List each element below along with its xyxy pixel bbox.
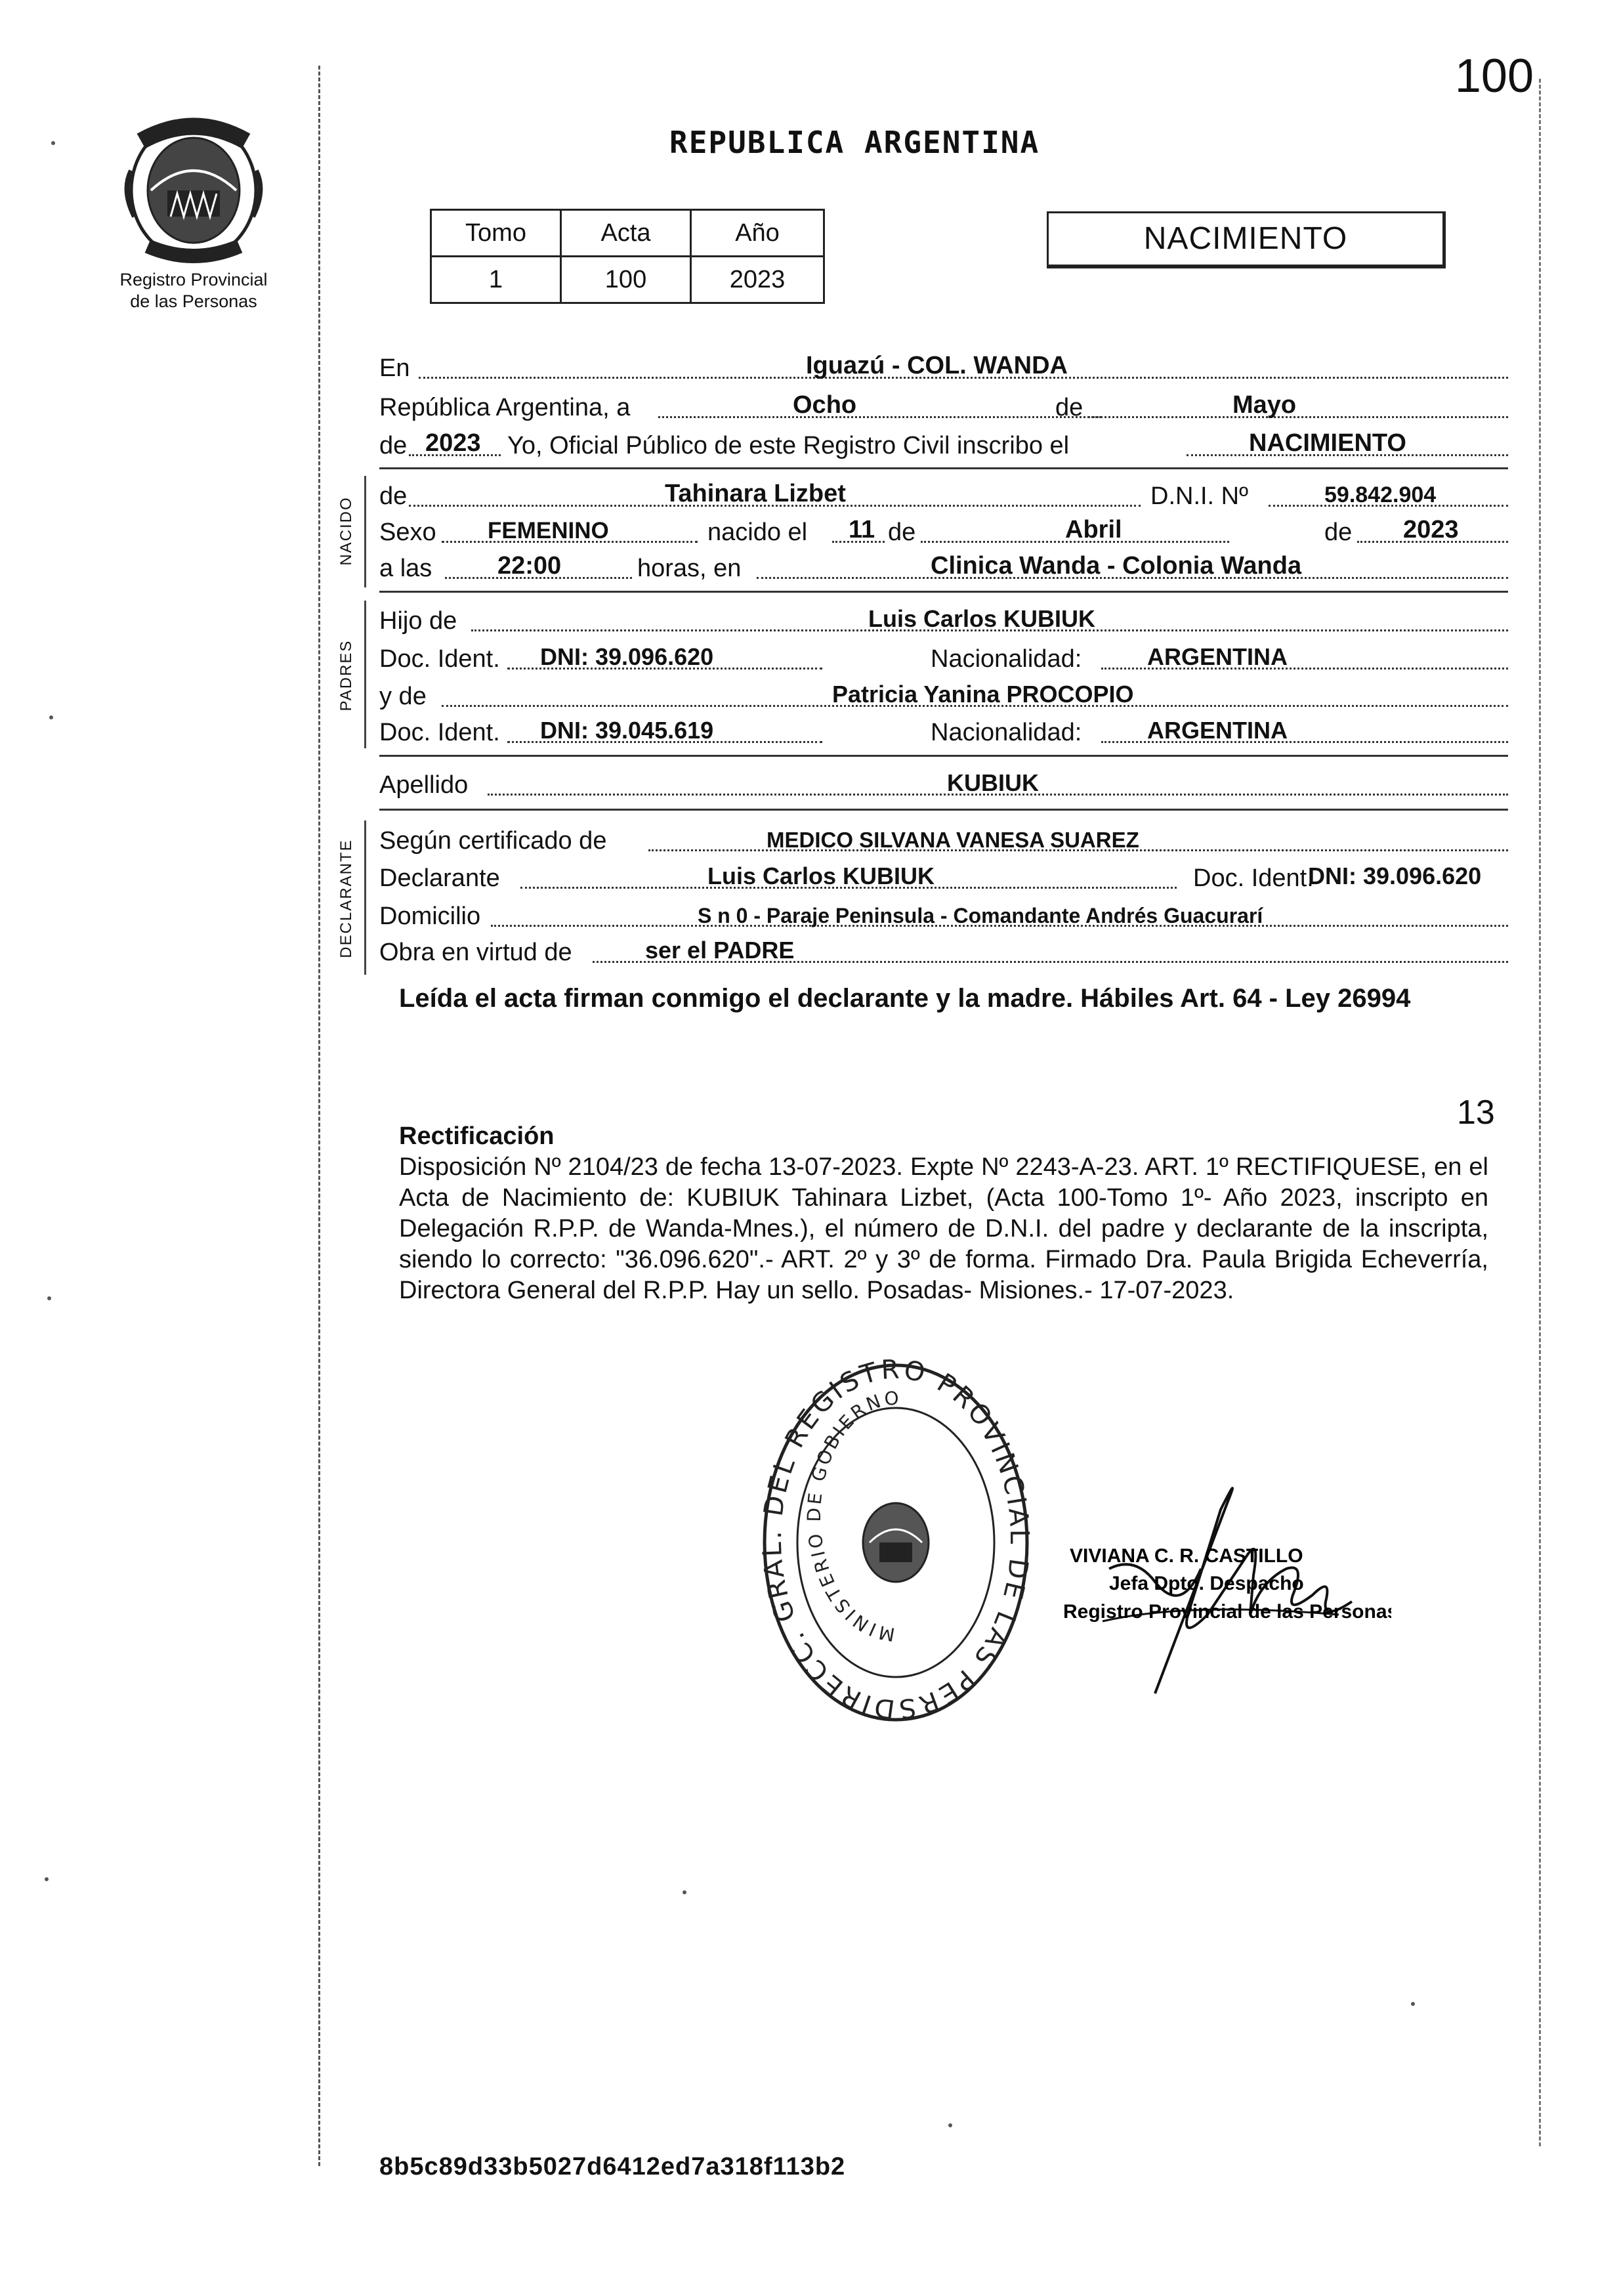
registry-caption-line1: Registro Provincial	[119, 270, 268, 289]
child-dni: 59.842.904	[1324, 482, 1437, 507]
section-divider	[379, 755, 1508, 757]
signature-line2: Jefa Dpto. Despacho	[1109, 1573, 1304, 1594]
mother-name: Patricia Yanina PROCOPIO	[832, 681, 1134, 708]
registry-caption-line2: de las Personas	[130, 291, 257, 311]
doc2-label: Doc. Ident.	[379, 719, 500, 746]
right-margin-line	[1539, 79, 1541, 2146]
en-label: En	[379, 354, 410, 382]
form-line-name	[379, 479, 1508, 512]
scan-speck	[47, 1296, 51, 1300]
father-name: Luis Carlos KUBIUK	[868, 605, 1096, 632]
value-acta: 100	[561, 257, 691, 303]
de4-label: de	[1324, 519, 1353, 546]
rectification-title: Rectificación	[399, 1122, 555, 1150]
section-divider	[379, 591, 1508, 593]
apellido-label: Apellido	[379, 771, 469, 799]
form-line-capacity	[379, 935, 1508, 968]
form-line-year	[379, 429, 1508, 461]
alas-label: a las	[379, 555, 432, 582]
form-line-date	[379, 391, 1508, 423]
mother-nationality: ARGENTINA	[1147, 717, 1288, 744]
certificado-label: Según certificado de	[379, 827, 607, 855]
section-bar-declarante	[364, 820, 366, 975]
form-line-mother-doc	[379, 715, 1508, 748]
section-bar-padres	[364, 601, 366, 748]
form-line-father	[379, 604, 1508, 637]
birth-day: 11	[849, 516, 875, 543]
birth-month: Abril	[1065, 516, 1122, 543]
act-reference-value-row	[431, 257, 824, 303]
declarant-doc-label: Doc. Ident.	[1193, 864, 1314, 892]
nacido-label: nacido el	[707, 519, 808, 546]
name-de-label: de	[379, 482, 408, 510]
child-name: Tahinara Lizbet	[665, 480, 846, 507]
section-divider	[379, 467, 1508, 469]
birth-place: Clinica Wanda - Colonia Wanda	[931, 552, 1302, 580]
registry-year: 2023	[425, 429, 481, 457]
de3-label: de	[888, 519, 916, 546]
mother-doc: DNI: 39.045.619	[540, 717, 714, 744]
dotted-leader	[658, 416, 1101, 418]
republica-label: República Argentina, a	[379, 394, 631, 421]
form-line-domicile	[379, 899, 1508, 932]
section-bar-nacido	[364, 476, 366, 587]
scan-speck	[49, 715, 53, 719]
signature-block	[1024, 1405, 1391, 1733]
form-line-mother	[379, 679, 1508, 712]
value-tomo: 1	[431, 257, 561, 303]
signature-line3: Registro Provincial de las Personas	[1063, 1601, 1391, 1623]
page-number: 100	[1454, 50, 1534, 102]
sexo-label: Sexo	[379, 519, 436, 546]
dotted-leader	[1088, 416, 1508, 418]
declarante-label: Declarante	[379, 864, 500, 892]
father-nationality: ARGENTINA	[1147, 643, 1288, 670]
scan-speck	[683, 1890, 686, 1894]
scan-speck	[1411, 2002, 1415, 2006]
de-label: de	[1055, 394, 1083, 421]
section-label-padres: PADRES	[337, 639, 355, 712]
registry-logo	[115, 112, 272, 269]
document-title: REPUBLICA ARGENTINA	[669, 125, 1040, 160]
yo-text: Yo, Oficial Público de este Registro Civil inscribo el	[507, 432, 1070, 459]
form-line-time-place	[379, 551, 1508, 584]
act-reference-header-row	[431, 210, 824, 257]
nacionalidad-label: Nacionalidad:	[931, 645, 1082, 673]
form-line-birth	[379, 515, 1508, 548]
form-line-declarant	[379, 861, 1508, 894]
father-doc: DNI: 39.096.620	[540, 643, 714, 670]
closing-statement: Leída el acta firman conmigo el declarante y la madre. Hábiles Art. 64 - Ley 26994	[399, 984, 1411, 1013]
scan-speck	[51, 141, 55, 145]
dni-label: D.N.I. Nº	[1150, 482, 1248, 510]
registry-type: NACIMIENTO	[1249, 429, 1406, 457]
registry-month: Mayo	[1232, 391, 1297, 419]
form-line-surname	[379, 768, 1508, 801]
scan-speck	[45, 1877, 49, 1881]
declarant-capacity: ser el PADRE	[645, 937, 795, 964]
section-label-nacido: NACIDO	[337, 496, 355, 566]
nacionalidad2-label: Nacionalidad:	[931, 719, 1082, 746]
act-type-box: NACIMIENTO	[1047, 211, 1446, 268]
child-sex: FEMENINO	[488, 518, 609, 543]
act-reference-table	[430, 209, 825, 304]
provincia-de-misiones-seal-icon	[115, 112, 272, 269]
left-margin-line	[318, 66, 320, 2166]
value-ano: 2023	[691, 257, 824, 303]
header-tomo: Tomo	[431, 210, 561, 257]
scan-speck	[948, 2123, 952, 2127]
certificate-issuer: MEDICO SILVANA VANESA SUAREZ	[767, 828, 1139, 852]
doc-label: Doc. Ident.	[379, 645, 500, 673]
section-divider	[379, 809, 1508, 811]
registry-stamp-icon	[755, 1352, 1037, 1733]
header-acta: Acta	[561, 210, 691, 257]
birth-year: 2023	[1403, 516, 1459, 543]
registry-day: Ocho	[793, 391, 857, 419]
signature-line1: VIVIANA C. R. CASTILLO	[1070, 1545, 1303, 1567]
declarant-name: Luis Carlos KUBIUK	[707, 862, 935, 889]
yde-label: y de	[379, 683, 427, 710]
section-label-declarante: DECLARANTE	[337, 839, 355, 958]
rectification-number: 13	[1457, 1094, 1495, 1132]
birth-hour: 22:00	[497, 552, 562, 580]
declarant-doc: DNI: 39.096.620	[1308, 862, 1482, 889]
surname: KUBIUK	[947, 769, 1039, 796]
hijo-label: Hijo de	[379, 607, 457, 635]
declarant-domicile: S n 0 - Paraje Peninsula - Comandante Andrés Guacurarí	[698, 904, 1263, 927]
obra-label: Obra en virtud de	[379, 939, 572, 966]
domicilio-label: Domicilio	[379, 903, 481, 930]
de2-label: de	[379, 432, 408, 459]
header-ano: Año	[691, 210, 824, 257]
handwritten-signature	[1024, 1405, 1391, 1733]
registry-caption	[98, 269, 289, 312]
form-line-certificate	[379, 824, 1508, 857]
official-stamp	[755, 1352, 1037, 1733]
rectification-text: Disposición Nº 2104/23 de fecha 13-07-2023. Expte Nº 2243-A-23. ART. 1º RECTIFIQUESE, en el Acta de Nacimiento de: KUBIUK Tahinara Lizbet, (Acta 100-Tomo 1º- Año 2023, inscripto en Delegación R.P.P. de Wanda-Mnes.), el número de D.N.I. del padre y declarante de la inscripta, siendo lo correcto: "36.096.620".- ART. 2º y 3º de forma. Firmado Dra. Paula Brigida Echeverría, Directora General del R.P.P. Hay un sello. Posadas- Misiones.- 17-07-2023.	[399, 1153, 1488, 1304]
stamp-inner-text: MINISTERIO DE GOBIERNO	[803, 1387, 902, 1646]
stamp-outer-text: DIRECC. GRAL. DEL REGISTRO PROVINCIAL DE LAS PERS	[757, 1354, 1035, 1724]
registry-place: Iguazú - COL. WANDA	[806, 352, 1068, 379]
document-hash: 8b5c89d33b5027d6412ed7a318f113b2	[379, 2153, 846, 2180]
horas-label: horas, en	[637, 555, 742, 582]
form-line-place	[379, 351, 1508, 384]
form-line-father-doc	[379, 642, 1508, 675]
